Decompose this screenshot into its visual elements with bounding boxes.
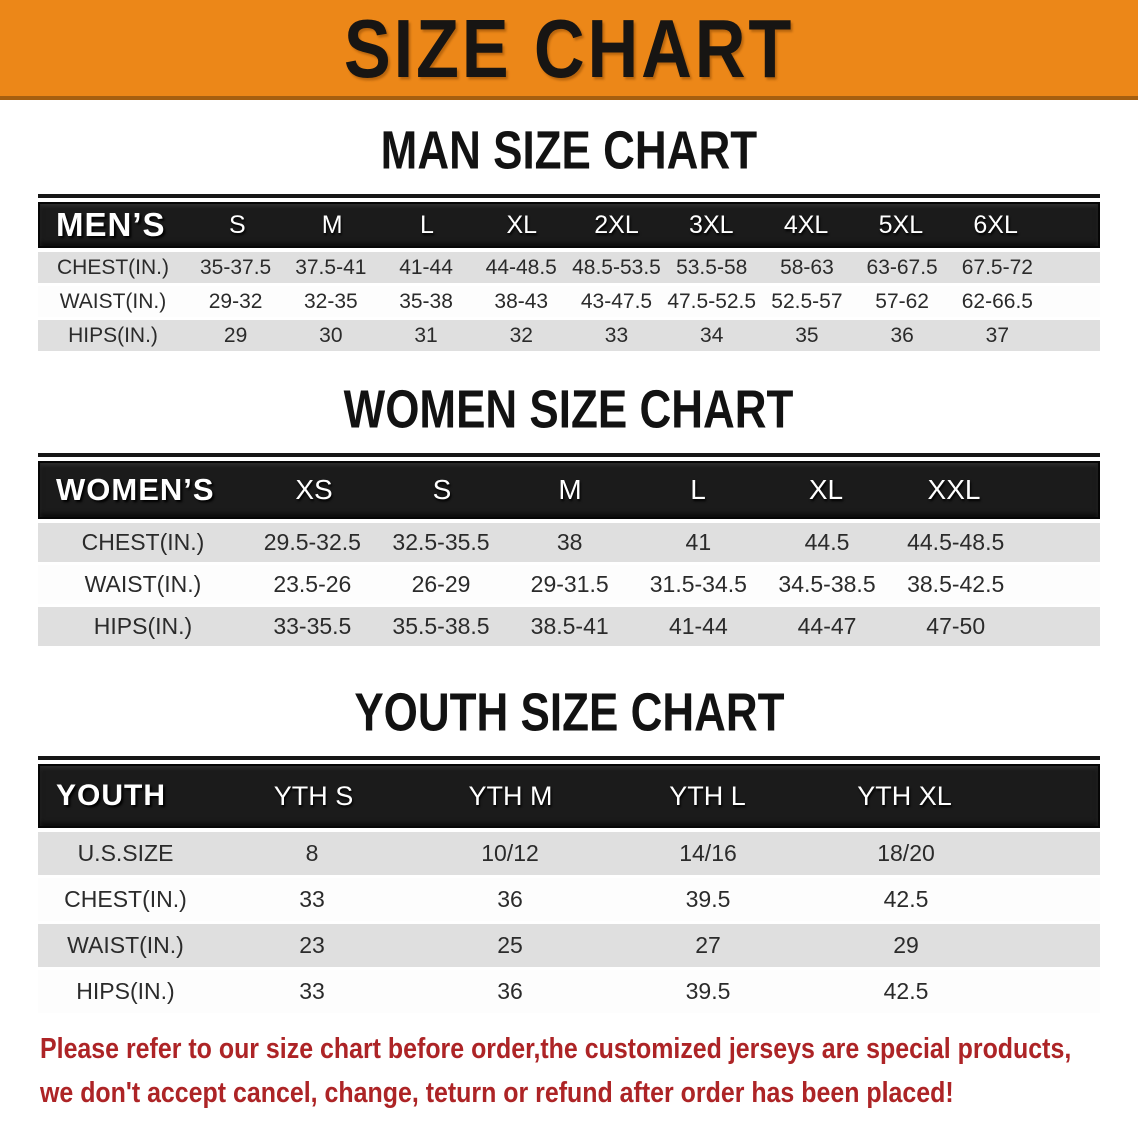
cell: 30 bbox=[319, 323, 343, 347]
youth-column-headers bbox=[215, 766, 1098, 826]
cell: 39.5 bbox=[685, 886, 731, 912]
cell: 34 bbox=[700, 323, 724, 347]
cell: 39.5 bbox=[685, 978, 731, 1004]
women-section-heading: WOMEN SIZE CHART bbox=[344, 378, 794, 440]
cell: 44.5-48.5 bbox=[907, 529, 1005, 555]
cell: 44-47 bbox=[797, 613, 857, 639]
row-values bbox=[188, 286, 1100, 317]
cell: 35 bbox=[795, 323, 819, 347]
column-header: 6XL bbox=[973, 210, 1018, 239]
cell: 36 bbox=[890, 323, 914, 347]
mens-table-group-label: MEN’S bbox=[56, 206, 166, 243]
youth-size-section bbox=[0, 681, 1138, 1013]
cell: 31 bbox=[414, 323, 438, 347]
cell: 8 bbox=[305, 840, 319, 866]
cell: 38.5-41 bbox=[530, 613, 609, 639]
cell: 34.5-38.5 bbox=[778, 571, 876, 597]
banner-title: SIZE CHART bbox=[343, 1, 795, 95]
row-label: HIPS(IN.) bbox=[76, 978, 175, 1004]
cell: 14/16 bbox=[679, 840, 737, 866]
mens-table-header-row bbox=[38, 202, 1100, 248]
cell: 62-66.5 bbox=[961, 289, 1033, 313]
table-row bbox=[38, 607, 1100, 646]
cell: 27 bbox=[695, 932, 721, 958]
cell: 41-44 bbox=[668, 613, 728, 639]
cell: 42.5 bbox=[883, 978, 929, 1004]
row-label: CHEST(IN.) bbox=[64, 886, 187, 912]
cell: 53.5-58 bbox=[676, 255, 748, 279]
row-values bbox=[248, 565, 1100, 604]
cell: 35-37.5 bbox=[199, 255, 272, 279]
womens-size-table bbox=[38, 453, 1100, 646]
cell: 33-35.5 bbox=[273, 613, 352, 639]
row-values bbox=[213, 832, 1100, 875]
row-values bbox=[213, 924, 1100, 967]
table-row bbox=[38, 320, 1100, 351]
women-size-section bbox=[0, 378, 1138, 646]
cell: 33 bbox=[604, 323, 629, 347]
row-label: CHEST(IN.) bbox=[57, 255, 169, 279]
column-header: 3XL bbox=[689, 210, 734, 239]
youth-table-header-row bbox=[38, 764, 1100, 828]
cell: 63-67.5 bbox=[866, 255, 938, 279]
cell: 29 bbox=[223, 323, 248, 347]
column-header: XL bbox=[506, 210, 538, 239]
cell: 31.5-34.5 bbox=[649, 571, 747, 597]
cell: 42.5 bbox=[883, 886, 929, 912]
cell: 44.5 bbox=[804, 529, 850, 555]
womens-table-header-row bbox=[38, 461, 1100, 519]
mens-column-headers bbox=[190, 204, 1098, 246]
cell: 58-63 bbox=[780, 255, 834, 279]
mens-size-table bbox=[38, 194, 1100, 351]
column-header: M bbox=[558, 474, 582, 505]
row-label: WAIST(IN.) bbox=[59, 289, 167, 313]
table-row bbox=[38, 878, 1100, 921]
man-size-section bbox=[0, 119, 1138, 351]
table-row bbox=[38, 252, 1100, 283]
cell: 29 bbox=[893, 932, 919, 958]
disclaimer-line-2: we don't accept cancel, change, teturn or refund after order has been placed! bbox=[40, 1077, 954, 1109]
column-header: L bbox=[690, 474, 706, 505]
cell: 47.5-52.5 bbox=[667, 289, 757, 313]
cell: 32-35 bbox=[303, 289, 358, 313]
womens-column-headers bbox=[250, 463, 1098, 517]
cell: 23.5-26 bbox=[273, 571, 352, 597]
column-header: XL bbox=[808, 474, 844, 505]
cell: 35.5-38.5 bbox=[392, 613, 490, 639]
row-values bbox=[248, 607, 1100, 646]
cell: 32 bbox=[509, 323, 533, 347]
cell: 32.5-35.5 bbox=[392, 529, 490, 555]
size-chart-banner bbox=[0, 0, 1138, 100]
cell: 57-62 bbox=[875, 289, 929, 313]
row-values bbox=[248, 523, 1100, 562]
column-header: S bbox=[432, 474, 452, 505]
cell: 44-48.5 bbox=[485, 255, 557, 279]
column-header: YTH L bbox=[669, 780, 746, 811]
womens-table-group-label: WOMEN’S bbox=[56, 472, 215, 507]
cell: 38-43 bbox=[494, 289, 549, 313]
table-row bbox=[38, 832, 1100, 875]
cell: 29.5-32.5 bbox=[263, 529, 361, 555]
row-label: CHEST(IN.) bbox=[81, 529, 205, 555]
row-label: HIPS(IN.) bbox=[93, 613, 193, 639]
column-header: XS bbox=[295, 474, 333, 505]
column-header: L bbox=[420, 210, 434, 239]
column-header: YTH M bbox=[468, 780, 553, 811]
column-header: 2XL bbox=[594, 210, 639, 239]
cell: 52.5-57 bbox=[771, 289, 843, 313]
disclaimer bbox=[40, 1027, 1138, 1115]
column-header: YTH XL bbox=[857, 780, 952, 811]
row-label: U.S.SIZE bbox=[77, 840, 174, 866]
column-header: 4XL bbox=[783, 210, 829, 239]
column-header: YTH S bbox=[273, 780, 354, 811]
cell: 33 bbox=[299, 978, 325, 1004]
cell: 41 bbox=[685, 529, 712, 555]
cell: 43-47.5 bbox=[580, 289, 653, 313]
cell: 48.5-53.5 bbox=[572, 255, 661, 279]
column-header: M bbox=[321, 210, 343, 239]
youth-size-table bbox=[38, 756, 1100, 1013]
column-header: 5XL bbox=[878, 210, 924, 239]
table-row bbox=[38, 565, 1100, 604]
man-section-heading: MAN SIZE CHART bbox=[380, 119, 758, 181]
cell: 29-32 bbox=[208, 289, 263, 313]
cell: 25 bbox=[497, 932, 523, 958]
row-values bbox=[213, 970, 1100, 1013]
cell: 37 bbox=[985, 323, 1010, 347]
cell: 36 bbox=[497, 978, 523, 1004]
cell: 37.5-41 bbox=[295, 255, 367, 279]
cell: 38 bbox=[556, 529, 583, 555]
table-row bbox=[38, 523, 1100, 562]
table-row bbox=[38, 924, 1100, 967]
cell: 33 bbox=[299, 886, 325, 912]
disclaimer-line-1: Please refer to our size chart before order,the customized jerseys are special products, bbox=[40, 1033, 1072, 1065]
youth-table-group-label: YOUTH bbox=[56, 779, 166, 812]
row-values bbox=[188, 252, 1100, 283]
cell: 23 bbox=[299, 932, 325, 958]
column-header: XXL bbox=[927, 474, 981, 505]
cell: 18/20 bbox=[877, 840, 935, 866]
cell: 41-44 bbox=[399, 255, 453, 279]
cell: 29-31.5 bbox=[530, 571, 609, 597]
table-row bbox=[38, 286, 1100, 317]
row-values bbox=[188, 320, 1100, 351]
youth-section-heading: YOUTH SIZE CHART bbox=[353, 681, 785, 743]
cell: 38.5-42.5 bbox=[907, 571, 1005, 597]
cell: 35-38 bbox=[399, 289, 453, 313]
row-label: WAIST(IN.) bbox=[67, 932, 184, 958]
row-label: WAIST(IN.) bbox=[84, 571, 202, 597]
column-header: S bbox=[229, 210, 246, 239]
cell: 10/12 bbox=[481, 840, 539, 866]
cell: 67.5-72 bbox=[961, 255, 1033, 279]
row-label: HIPS(IN.) bbox=[68, 323, 158, 347]
cell: 47-50 bbox=[926, 613, 986, 639]
table-row bbox=[38, 970, 1100, 1013]
row-values bbox=[213, 878, 1100, 921]
cell: 36 bbox=[497, 886, 523, 912]
cell: 26-29 bbox=[411, 571, 471, 597]
